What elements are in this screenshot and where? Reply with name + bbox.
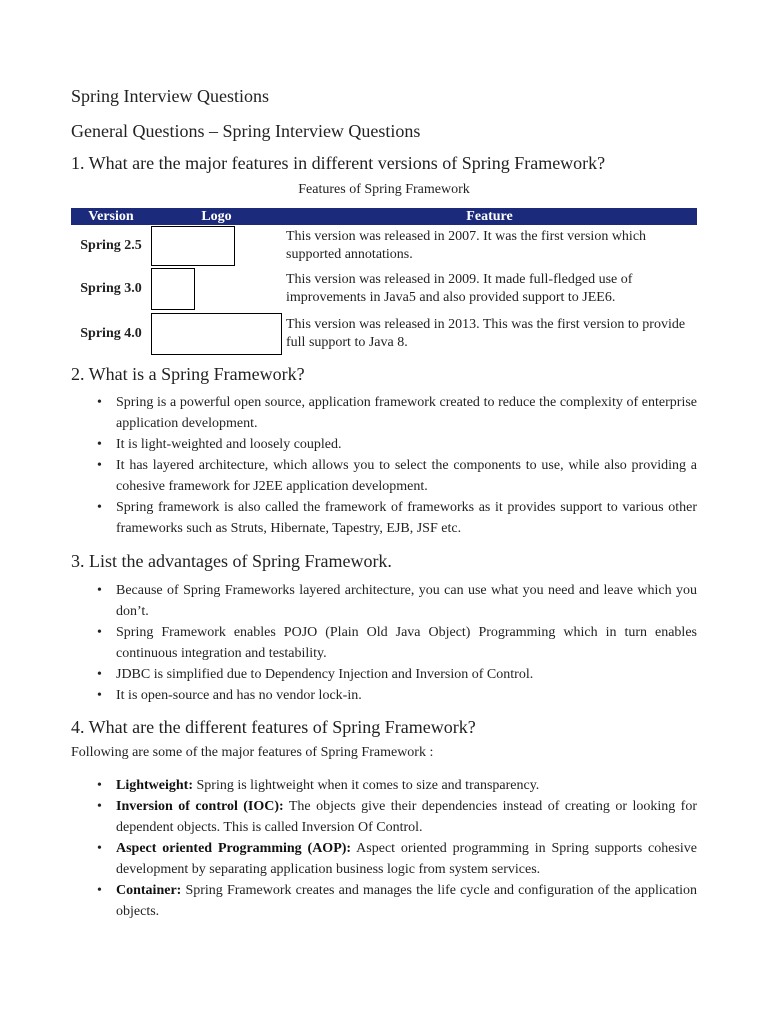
table-row — [71, 311, 697, 357]
version-cell: Spring 2.5 — [80, 238, 142, 253]
list-item: • Spring is a powerful open source, application framework created to reduce the complexity of enterprise application development. — [95, 392, 697, 434]
list-item: • Spring framework is also called the framework of frameworks as it provides support to various other frameworks such as Struts, Hibernate, Tapestry, EJB, JSF etc. — [95, 497, 697, 539]
version-cell: Spring 4.0 — [80, 326, 142, 341]
table-row — [71, 225, 697, 267]
list-item: • Spring Framework enables POJO (Plain Old Java Object) Programming which in turn enables continuous integration and testability. — [95, 622, 697, 664]
question-1-heading: 1. What are the major features in different versions of Spring Framework? — [71, 153, 606, 173]
feature-term: Aspect oriented Programming (AOP): — [116, 841, 352, 856]
feature-term: Lightweight: — [116, 778, 193, 793]
logo-cell — [151, 267, 282, 311]
spring-logo-image — [151, 268, 195, 310]
list-item — [95, 796, 697, 838]
feature-description: Spring Framework creates and manages the life cycle and configuration of the application objects. — [116, 883, 697, 919]
question-2-list — [95, 392, 697, 539]
table-caption: Features of Spring Framework — [298, 182, 470, 197]
feature-description: The objects give their dependencies instead of creating or looking for dependent objects. This is called Inversion Of Control. — [116, 799, 697, 835]
table-header-row — [71, 208, 697, 225]
question-2-heading: 2. What is a Spring Framework? — [71, 364, 305, 384]
header-feature: Feature — [282, 208, 697, 225]
question-3-heading: 3. List the advantages of Spring Framework. — [71, 551, 392, 571]
spring-logo-image — [151, 313, 282, 355]
table-row — [71, 267, 697, 311]
logo-cell — [151, 225, 282, 267]
features-table — [71, 208, 697, 357]
feature-cell: This version was released in 2013. This was the first version to provide full support to Java 8. — [286, 317, 686, 350]
question-3-list — [95, 580, 697, 706]
logo-cell — [151, 311, 282, 357]
feature-term: Container: — [116, 883, 182, 898]
list-item: • It has layered architecture, which allows you to select the components to use, while also providing a cohesive framework for J2EE application development. — [95, 455, 697, 497]
question-4-list — [95, 775, 697, 922]
feature-description: Spring is lightweight when it comes to size and transparency. — [193, 778, 540, 793]
question-4-intro: Following are some of the major features of Spring Framework : — [71, 745, 434, 760]
feature-term: Inversion of control (IOC): — [116, 799, 284, 814]
version-cell: Spring 3.0 — [80, 281, 142, 296]
feature-cell: This version was released in 2007. It was the first version which supported annotations. — [286, 229, 647, 262]
header-version: Version — [71, 208, 151, 225]
list-item: • Because of Spring Frameworks layered architecture, you can use what you need and leave which you don’t. — [95, 580, 697, 622]
list-item — [95, 775, 697, 796]
section-heading: General Questions – Spring Interview Questions — [71, 121, 421, 141]
header-logo: Logo — [151, 208, 282, 225]
list-item — [95, 838, 697, 880]
list-item — [95, 880, 697, 922]
document-title: Spring Interview Questions — [71, 86, 269, 106]
feature-cell: This version was released in 2009. It made full-fledged use of improvements in Java5 and also provided support to JEE6. — [286, 272, 633, 305]
feature-description: Aspect oriented programming in Spring supports cohesive development by separating application business logic from system services. — [116, 841, 697, 877]
list-item: • It is open-source and has no vendor lock-in. — [95, 685, 697, 706]
spring-logo-image — [151, 226, 235, 266]
list-item: • It is light-weighted and loosely coupled. — [95, 434, 697, 455]
list-item: • JDBC is simplified due to Dependency Injection and Inversion of Control. — [95, 664, 697, 685]
question-4-heading: 4. What are the different features of Spring Framework? — [71, 717, 476, 737]
